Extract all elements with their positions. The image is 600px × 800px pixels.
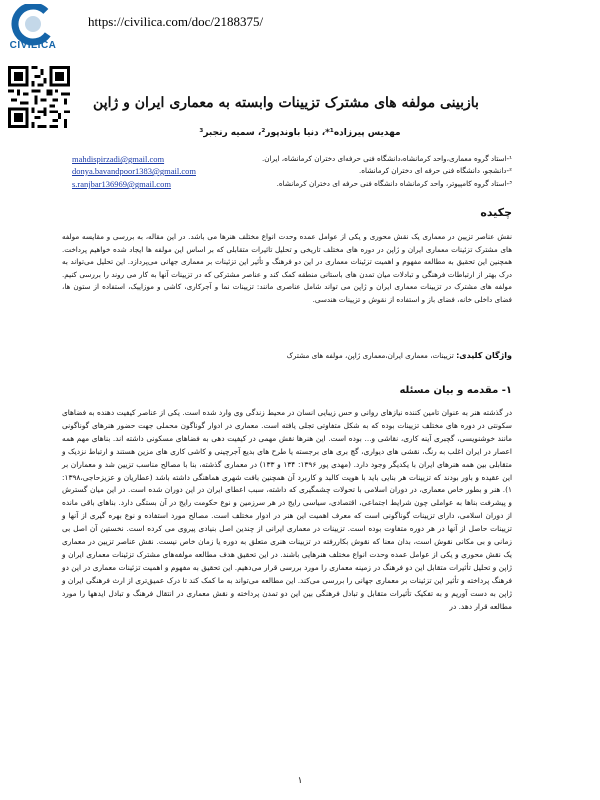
document-url[interactable]: https://civilica.com/doc/2188375/ <box>88 14 264 29</box>
keywords <box>62 351 512 360</box>
abstract-body: نقش عناصر تزیین در معماری یک نقش محوری و یکی از عوامل عمده وحدت انواع مختلف هنرها می باشد. در این مقاله، به بررسی و مقایسه مولفه های مشترک تزئینات معماری ایران و ژاپن در دوره های مختلف تاریخی و تحلیل تاثیرات متقابلی که بر اساس این مولفه ها ایجاد شده خواهیم پرداخت. همچنین این تحقیق به مطالعه مفهوم و اهمیت تزئینات معماری در این دو فرهنگ و تأثیر این تزئینات بر معماری جهانی می‌پردازد. این تحلیل می‌تواند به درک بهتر از ارتباطات فرهنگی و تبادلات میان تمدن های باستانی منطقه کمک کند و عناصر مشترکی که در تزیینات آنها به کار می روند را بررسی کنیم. مولفه های مشترک در تزیینات معماری ایران و ژاپن می تواند شامل عناصری مانند: تزیینات نما و آجرکاری، کاشی و موزاییک، استفاده از ستون ها، فضای داخلی خانه، فضای باز و استفاده از نقوش و تزیینات هندسی. <box>62 232 512 304</box>
keywords-text: تزیینات، معماری ایران،معماری ژاپن، مولفه های مشترک <box>286 351 457 360</box>
keywords-label: واژگان کلیدی: <box>456 351 512 360</box>
section-heading: ۱- مقدمه و بیان مسئله <box>399 385 512 396</box>
affiliation-3 <box>72 179 512 188</box>
affiliation-email-link[interactable]: donya.bavandpoor1383@gmail.com <box>72 166 196 176</box>
affiliation-text: ¹-استاد گروه معماری،واحد کرمانشاه،دانشگاه فنی حرفه‌ای دختران کرمانشاه، ایران. <box>262 154 512 163</box>
affiliation-2 <box>72 166 512 175</box>
affiliation-email-link[interactable]: mahdispirzadi@gmail.com <box>72 154 165 164</box>
affiliation-text: ²-دانشجو، دانشگاه فنی حرفه ای دختران کرمانشاه. <box>358 166 512 175</box>
affiliation-text: ³-استاد گروه کامپیوتر، واحد کرمانشاه دانشگاه فنی حرفه ای دختران کرمانشاه. <box>276 179 512 188</box>
section-body: در گذشته هنر به عنوان تامین کننده نیازهای روانی و حس زیبایی انسان در محیط زندگی وی وارد شده است. یکی از عناصر کیفیت دهنده به فضاهای سکونتی در دوره های مختلف تزیینات بوده که به شکل متفاوتی تجلی یافته است. معماری در ادوار گوناگون محملی جهت حضور هنرهای گوناگونی مانند خوشنویسی، گچبری آینه کاری، نقاشی و... بوده است. این هنرها نقش مهمی در کیفیت دهی به فضاهای مسکونی داشته اند. بناهای مهم همه اعصار در ایران اغلب به رنگ، نقشی های دیواری، گچ بری های برجسته یا طرح های بدیع آجرچینی و کاشی کاری های مزین هستند و ارتباط نزدیک و متقابلی بین همه هنرهای ایران با یکدیگر وجود دارد. (مهدی پور ۱۳۹۶: ۱۳۴ و ۱۳۳) در معماری گذشته، بنا با مصالح مناسب تزیین شد و معماران بر این عقیده و باور بودند که تزیینات هر بنایی باید با هویت کالبد و کاربرد آن همچنین بافت شهری هماهنگی داشته باشد (عطاریان و عزیزحاجی،۱۳۹۸: ۱). هنر و بطور خاص معماری، در دوران اسلامی با تحولات چشمگیری که داشته، سبب اعطای ایران در این دوران شده است. در این میان گسترش و پیشرفت بناها به عواملی چون شرایط اجتماعی، اقتصادی، سیاسی رایج در هر سرزمین و نوع حکومت رایج در آن بستگی دارد. بناهای باقی مانده از دوران اسلامی، دارای تزیینات گوناگونی است که معرف اهمیت این هنر در ادوار مختلف است. مصالح مورد استفاده و نوع بهره گیری از آنها و تزیینات حاصل از آنها در هر دوره متفاوت بوده است. تزیینات در معماری ایرانی از چندین اصل بنیادی پیروی می کرده است. نخستین آن اصل بی زمانی و بی مکانی نقوش است، بدان معنا که نقوش بکاررفته در تزیینات هنری متعلق به دوره یا زمان خاص نیست. نقش عناصر تزیین در معماری یک نقش محوری و یکی از عوامل عمده وحدت انواع مختلف هنرهایی باشند. در این تحقیق هدف مطالعه مولفه‌های مشترک تزئینات معماری ایران و ژاپن و تحلیل تأثیرات متقابل این دو فرهنگ در زمینه معماری را مورد بررسی قرار می‌دهیم. این تحقیق به مفهوم و اهمیت تزئینات معماری در این دو فرهنگ پرداخته و تأثیر این تزئینات بر معماری جهانی را بررسی می‌کند. این مطالعه می‌تواند به ما کمک کند تا درک عمیق‌تری از ارث فرهنگی ایران و ژاپن به دست آوریم و به تفکیک تأثیرات متقابل و تبادل فرهنگی بین این دو تمدن پرداخته و نقش معماری در انتقال فرهنگ و تبادل ایدهها را مورد مطالعه قرار دهد. در <box>62 408 512 611</box>
paper-title: بازبینی مولفه های مشترک تزیینات وابسته به معماری ایران و ژاپن <box>93 95 479 111</box>
paper-authors: مهدیس پیرزاده¹*، دنیا باوندپور²، سمیه رنجبر³ <box>199 128 401 138</box>
affiliation-email-link[interactable]: s.ranjbar136969@gmail.com <box>72 179 171 189</box>
logo-text: CIVILICA <box>9 40 57 51</box>
abstract-heading: چکیده <box>480 206 512 219</box>
civilica-logo-icon[interactable] <box>4 4 62 62</box>
affiliation-1 <box>72 154 512 163</box>
page-number: ۱ <box>297 776 303 786</box>
